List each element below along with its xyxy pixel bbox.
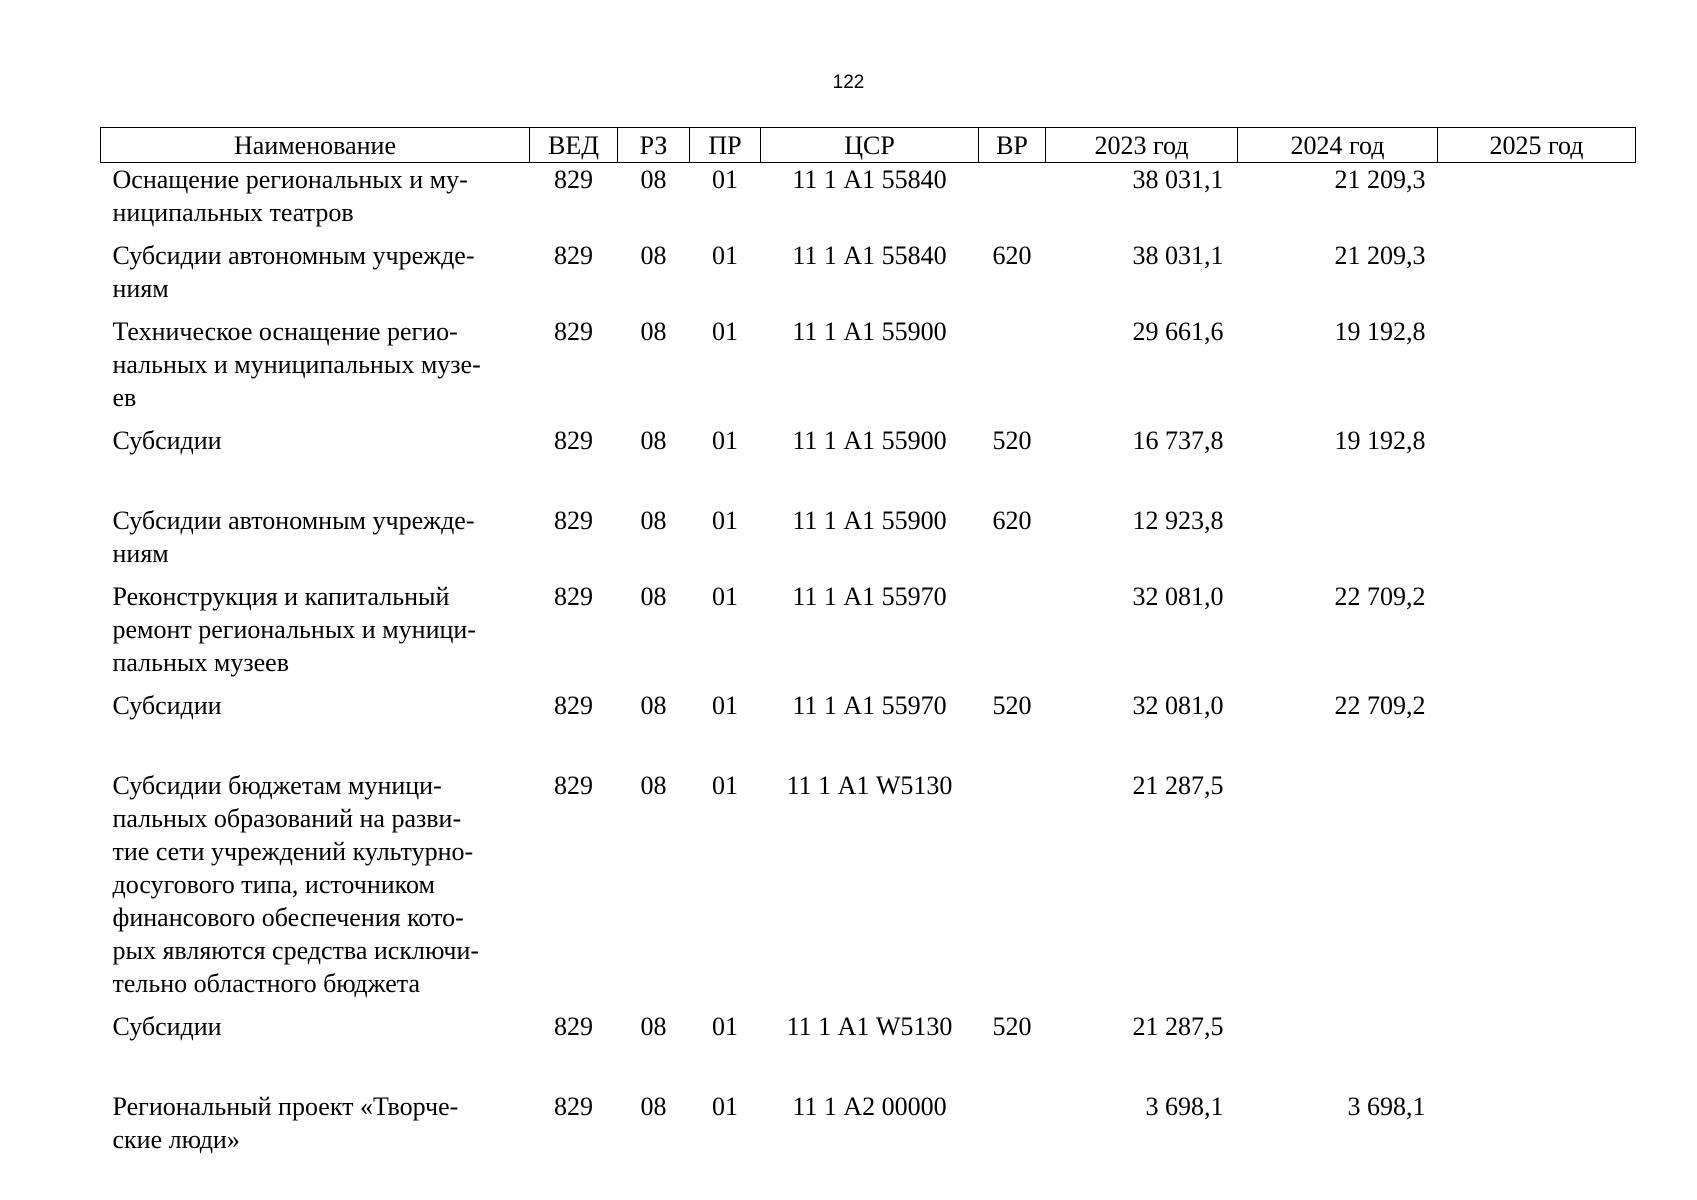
header-2024: 2024 год xyxy=(1238,128,1438,163)
row-name-line: ремонт региональных и муници- xyxy=(112,615,476,644)
row-name-line: Субсидии автономным учрежде- xyxy=(112,241,475,270)
row-2025 xyxy=(1438,580,1636,689)
row-ved: 829 xyxy=(554,426,593,455)
row-vr xyxy=(979,1090,1046,1166)
row-csr: 11 1 А1 55840 xyxy=(792,241,947,270)
row-name-line: Оснащение региональных и му- xyxy=(112,165,468,194)
row-name-line: финансового обеспечения кото- xyxy=(112,903,464,932)
row-pr: 01 xyxy=(712,317,738,346)
table-header xyxy=(101,128,1636,163)
row-name-line: тельно областного бюджета xyxy=(112,969,421,998)
row-2024: 19 192,8 xyxy=(1334,426,1426,455)
row-pr: 01 xyxy=(712,165,738,194)
row-2023: 16 737,8 xyxy=(1132,426,1224,455)
row-name xyxy=(101,315,530,424)
row-name xyxy=(101,163,530,240)
row-csr: 11 1 А1 55970 xyxy=(792,691,947,720)
row-name-line: пальных музеев xyxy=(112,648,289,677)
header-csr: ЦСР xyxy=(761,128,979,163)
row-2023: 38 031,1 xyxy=(1132,241,1224,270)
row-csr: 11 1 А1 55900 xyxy=(792,317,947,346)
row-pr: 01 xyxy=(712,582,738,611)
row-pr: 01 xyxy=(712,506,738,535)
row-name-line: ев xyxy=(112,383,137,412)
row-name-line: Региональный проект «Творче- xyxy=(112,1092,459,1121)
row-2023: 21 287,5 xyxy=(1132,771,1224,800)
header-name: Наименование xyxy=(101,128,530,163)
row-name xyxy=(101,1090,530,1166)
row-2024: 22 709,2 xyxy=(1334,582,1426,611)
row-2025 xyxy=(1438,689,1636,769)
row-vr: 520 xyxy=(992,691,1032,720)
budget-table xyxy=(100,127,1636,1166)
row-vr: 620 xyxy=(992,241,1032,270)
row-ved: 829 xyxy=(554,506,593,535)
row-2023: 32 081,0 xyxy=(1132,691,1224,720)
row-name-line: рых являются средства исключи- xyxy=(112,936,480,965)
row-rz: 08 xyxy=(640,426,667,455)
row-2025 xyxy=(1438,163,1636,240)
row-csr: 11 1 А1 W5130 xyxy=(786,1012,953,1041)
row-2025 xyxy=(1438,769,1636,1010)
row-2024: 21 209,3 xyxy=(1334,241,1426,270)
row-csr: 11 1 А1 W5130 xyxy=(786,771,953,800)
table-row xyxy=(101,163,1636,240)
row-ved: 829 xyxy=(554,582,593,611)
row-2023: 32 081,0 xyxy=(1132,582,1224,611)
row-rz: 08 xyxy=(640,1092,667,1121)
table-row xyxy=(101,1090,1636,1166)
row-name xyxy=(101,689,530,769)
header-2025: 2025 год xyxy=(1438,128,1636,163)
row-ved: 829 xyxy=(554,771,593,800)
table-row xyxy=(101,689,1636,769)
row-name-line: Субсидии xyxy=(112,1012,222,1041)
row-2023: 12 923,8 xyxy=(1132,506,1224,535)
row-2024: 21 209,3 xyxy=(1334,165,1426,194)
row-name-line: ниям xyxy=(112,274,169,303)
row-name-line: Субсидии xyxy=(112,691,222,720)
row-csr: 11 1 А1 55970 xyxy=(792,582,947,611)
row-rz: 08 xyxy=(640,771,667,800)
row-rz: 08 xyxy=(640,506,667,535)
row-pr: 01 xyxy=(712,1012,738,1041)
row-2024: 3 698,1 xyxy=(1347,1092,1426,1121)
row-pr: 01 xyxy=(712,241,738,270)
row-2025 xyxy=(1438,504,1636,580)
table-body xyxy=(101,163,1636,1167)
page-number: 122 xyxy=(832,72,865,93)
table-row xyxy=(101,769,1636,1010)
header-rz: РЗ xyxy=(618,128,690,163)
header-vr: ВР xyxy=(979,128,1046,163)
row-2023: 29 661,6 xyxy=(1132,317,1224,346)
row-vr xyxy=(979,769,1046,1010)
row-vr: 620 xyxy=(992,506,1032,535)
row-rz: 08 xyxy=(640,317,667,346)
row-2023: 21 287,5 xyxy=(1132,1012,1224,1041)
row-2024 xyxy=(1238,1010,1438,1090)
row-rz: 08 xyxy=(640,241,667,270)
row-2025 xyxy=(1438,239,1636,315)
row-name-line: Субсидии автономным учрежде- xyxy=(112,506,475,535)
row-vr xyxy=(979,580,1046,689)
row-2025 xyxy=(1438,1010,1636,1090)
row-csr: 11 1 А1 55900 xyxy=(792,426,947,455)
row-name-line: тие сети учреждений культурно- xyxy=(112,837,474,866)
row-rz: 08 xyxy=(640,691,667,720)
row-2024: 19 192,8 xyxy=(1334,317,1426,346)
row-ved: 829 xyxy=(554,1092,593,1121)
row-ved: 829 xyxy=(554,241,593,270)
table-row xyxy=(101,504,1636,580)
row-csr: 11 1 А2 00000 xyxy=(792,1092,947,1121)
row-pr: 01 xyxy=(712,1092,738,1121)
row-rz: 08 xyxy=(640,165,667,194)
row-vr: 520 xyxy=(992,1012,1032,1041)
row-ved: 829 xyxy=(554,1012,593,1041)
row-pr: 01 xyxy=(712,691,738,720)
row-name-line: Субсидии xyxy=(112,426,222,455)
row-name-line: пальных образований на разви- xyxy=(112,804,462,833)
row-csr: 11 1 А1 55840 xyxy=(792,165,947,194)
row-vr xyxy=(979,315,1046,424)
header-pr: ПР xyxy=(690,128,761,163)
row-rz: 08 xyxy=(640,582,667,611)
row-2025 xyxy=(1438,1090,1636,1166)
row-name xyxy=(101,239,530,315)
row-2024: 22 709,2 xyxy=(1334,691,1426,720)
row-name xyxy=(101,424,530,504)
header-2023: 2023 год xyxy=(1046,128,1238,163)
row-2023: 38 031,1 xyxy=(1132,165,1224,194)
table-row xyxy=(101,580,1636,689)
table-row xyxy=(101,239,1636,315)
row-2025 xyxy=(1438,424,1636,504)
row-name-line: ниям xyxy=(112,539,169,568)
row-name-line: ские люди» xyxy=(112,1125,240,1154)
table-row xyxy=(101,1010,1636,1090)
row-name-line: досугового типа, источником xyxy=(112,870,435,899)
row-name xyxy=(101,580,530,689)
row-name-line: Техническое оснащение регио- xyxy=(112,317,458,346)
row-ved: 829 xyxy=(554,691,593,720)
row-pr: 01 xyxy=(712,426,738,455)
row-csr: 11 1 А1 55900 xyxy=(792,506,947,535)
row-name-line: Субсидии бюджетам муници- xyxy=(112,771,442,800)
row-name xyxy=(101,504,530,580)
table-row xyxy=(101,315,1636,424)
row-vr xyxy=(979,163,1046,240)
row-rz: 08 xyxy=(640,1012,667,1041)
row-name-line: ниципальных театров xyxy=(112,198,354,227)
row-pr: 01 xyxy=(712,771,738,800)
row-name xyxy=(101,1010,530,1090)
row-name-line: Реконструкция и капитальный xyxy=(112,582,450,611)
row-vr: 520 xyxy=(992,426,1032,455)
row-name xyxy=(101,769,530,1010)
row-name-line: нальных и муниципальных музе- xyxy=(112,350,481,379)
row-2025 xyxy=(1438,315,1636,424)
row-ved: 829 xyxy=(554,317,593,346)
row-2023: 3 698,1 xyxy=(1145,1092,1224,1121)
row-2024 xyxy=(1238,769,1438,1010)
header-ved: ВЕД xyxy=(530,128,618,163)
row-ved: 829 xyxy=(554,165,593,194)
row-2024 xyxy=(1238,504,1438,580)
table-row xyxy=(101,424,1636,504)
